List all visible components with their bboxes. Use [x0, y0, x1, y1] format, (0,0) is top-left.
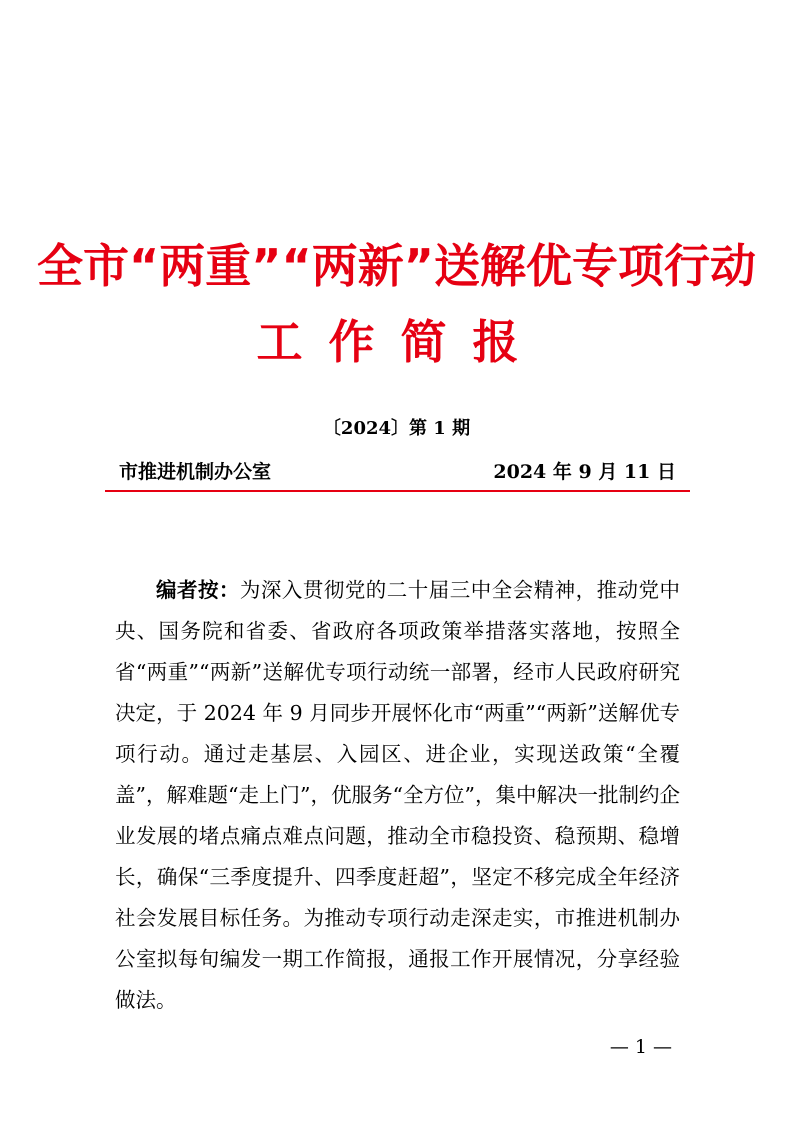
- issue-number: 〔2024〕第 1 期: [322, 418, 471, 439]
- red-divider: [105, 490, 690, 492]
- editor-note-lead: 编者按：: [156, 578, 240, 602]
- issue-date: 2024 年 9 月 11 日: [493, 461, 676, 483]
- editor-note: [115, 570, 680, 1021]
- editor-note-text: 为深入贯彻党的二十届三中全会精神，推动党中央、国务院和省委、省政府各项政策举措落实落地，按照全省“两重”“两新”送解优专项行动统一部署，经市人民政府研究决定，于 2024 年 9 月同步开展怀化市“两重”“两新”送解优专项行动。通过走基层、入园区、进企业，实现送政策“全覆盖”，解难题“走上门”，优服务“全方位”，集中解决一批制约企业发展的堵点痛点难点问题，推动全市稳投资、稳预期、稳增长，确保“三季度提升、四季度赶超”，坚定不移完成全年经济社会发展目标任务。为推动专项行动走深走实，市推进机制办公室拟每旬编发一期工作简报，通报工作开展情况，分享经验做法。: [115, 578, 681, 1012]
- bulletin-title: 全市“两重”“两新”送解优专项行动: [37, 239, 756, 293]
- issuer: 市推进机制办公室: [119, 461, 272, 483]
- bulletin-subtitle: 工作简报: [256, 315, 545, 369]
- page-number: — 1 —: [609, 1036, 672, 1058]
